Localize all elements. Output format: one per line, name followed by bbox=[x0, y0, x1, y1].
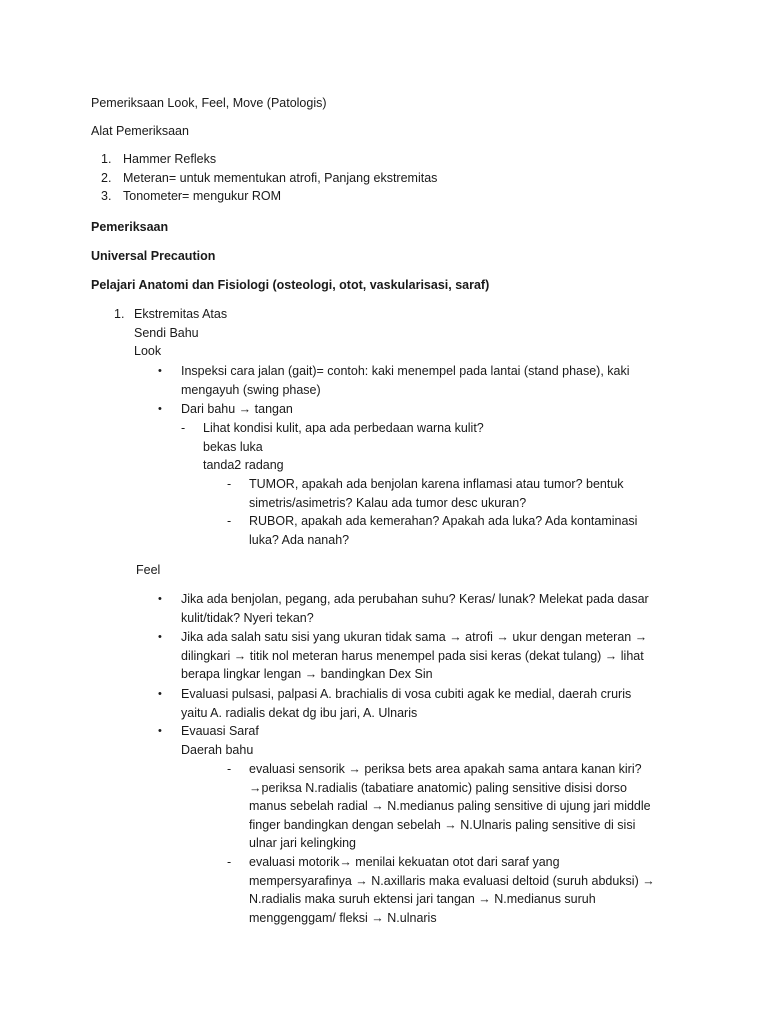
pelajari-heading: Pelajari Anatomi dan Fisiologi (osteologi, otot, vaskularisasi, saraf) bbox=[91, 278, 490, 292]
look-dash-rubor: - RUBOR, apakah ada kemerahan? Apakah ada luka? Ada kontaminasi luka? Ada nanah? bbox=[227, 514, 638, 547]
feel-bullet-benjolan: • Jika ada benjolan, pegang, ada perubahan suhu? Keras/ lunak? Melekat pada dasar kulit/tidak? Nyeri tekan? bbox=[158, 590, 658, 627]
universal-heading: Universal Precaution bbox=[91, 249, 216, 263]
pemeriksaan-heading: Pemeriksaan bbox=[91, 220, 169, 234]
feel-heading: Feel bbox=[136, 563, 161, 577]
page-title: Pemeriksaan Look, Feel, Move (Patologis) bbox=[91, 96, 327, 110]
list-item: 1. Hammer Refleks bbox=[101, 152, 217, 166]
feel-bullet-saraf: • Evauasi Saraf Daerah bahu bbox=[158, 722, 259, 759]
look-bullet-inspeksi: • Inspeksi cara jalan (gait)= contoh: kaki menempel pada lantai (stand phase), kaki mengayuh (swing phase) bbox=[158, 362, 658, 399]
feel-dash-motorik: - evaluasi motorik→ menilai kekuatan otot dari saraf yang mempersyarafinya → N.axillaris maka evaluasi deltoid (suruh abduksi) → N.radialis maka suruh ektensi jari tangan → N.medianus suruh menggenggam/ fleksi → N.ulnaris bbox=[227, 855, 655, 925]
feel-bullet-pulsasi: • Evaluasi pulsasi, palpasi A. brachialis di vosa cubiti agak ke medial, daerah cruris yaitu A. radialis dekat dg ibu jari, A. Ulnaris bbox=[158, 685, 658, 722]
look-dash-kulit: - Lihat kondisi kulit, apa ada perbedaan warna kulit? bekas luka tanda2 radang bbox=[181, 421, 484, 472]
look-bullet-dari-bahu: • Dari bahu → tangan bbox=[158, 400, 293, 419]
alat-heading: Alat Pemeriksaan bbox=[91, 124, 189, 138]
section-ekstremitas: 1. Ekstremitas Atas Sendi Bahu Look bbox=[114, 307, 228, 358]
bullet-icon: • bbox=[158, 688, 162, 700]
bullet-icon: • bbox=[158, 593, 162, 605]
list-item: 3. Tonometer= mengukur ROM bbox=[101, 189, 282, 203]
bullet-icon: • bbox=[158, 725, 162, 737]
look-dash-tumor: - TUMOR, apakah ada benjolan karena inflamasi atau tumor? bentuk simetris/asimetris? Kalau ada tumor desc ukuran? bbox=[227, 477, 624, 510]
list-item: 2. Meteran= untuk mementukan atrofi, Panjang ekstremitas bbox=[101, 170, 438, 185]
feel-dash-sensorik: - evaluasi sensorik → periksa bets area apakah sama antara kanan kiri? →periksa N.radialis (tabatiare anatomic) paling sensitive disisi dorso manus sebelah radial → N.medianus paling sensitive di ujung jari middle finger bandingkan dengan sebelah → N.Ulnaris paling sensitive di sisi ulnar jari kelingking bbox=[227, 762, 651, 850]
feel-bullet-atrofi: • Jika ada salah satu sisi yang ukuran tidak sama → atrofi → ukur dengan meteran → dilingkari → titik nol meteran harus menempel pada sisi keras (dekat tulang) → lihat berapa lingkar lengan → bandingkan Dex Sin bbox=[158, 628, 658, 684]
bullet-icon: • bbox=[158, 631, 162, 643]
alat-list bbox=[101, 150, 437, 206]
bullet-icon: • bbox=[158, 403, 162, 415]
bullet-icon: • bbox=[158, 365, 162, 377]
